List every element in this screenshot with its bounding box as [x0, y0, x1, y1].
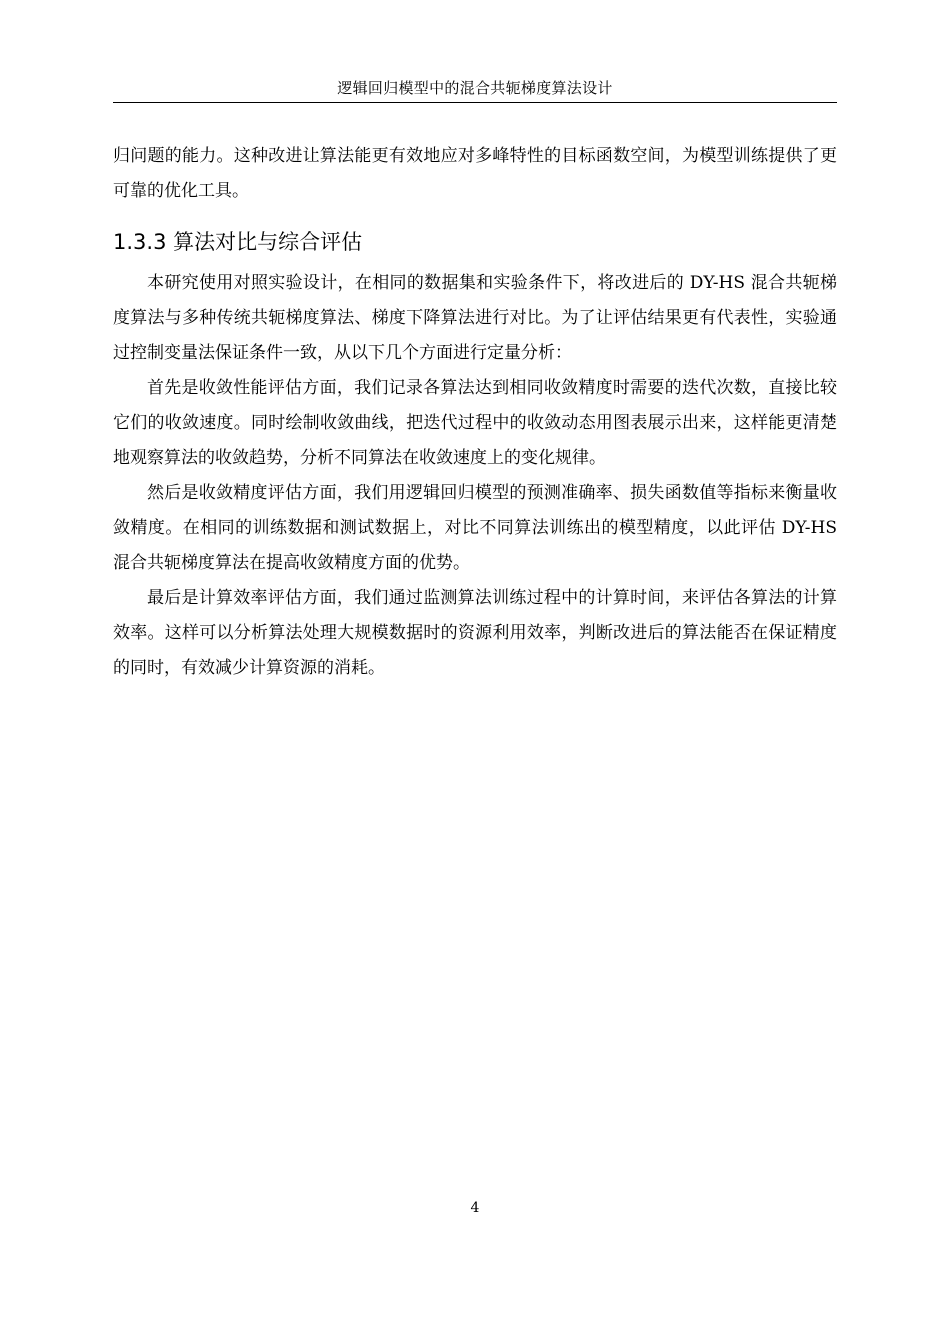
paragraph-experiment-design: 本研究使用对照实验设计，在相同的数据集和实验条件下，将改进后的 DY-HS 混合共轭梯度算法与多种传统共轭梯度算法、梯度下降算法进行对比。为了让评估结果更有代表性，实验通过控制变量法保证条件一致，从以下几个方面进行定量分析： — [113, 273, 837, 363]
header-rule — [113, 102, 837, 103]
page-number: 4 — [470, 1200, 480, 1216]
paragraph-convergence-performance: 首先是收敛性能评估方面，我们记录各算法达到相同收敛精度时需要的迭代次数，直接比较它们的收敛速度。同时绘制收敛曲线，把迭代过程中的收敛动态用图表展示出来，这样能更清楚地观察算法的收敛趋势，分析不同算法在收敛速度上的变化规律。 — [113, 378, 837, 468]
paragraph-computational-efficiency: 最后是计算效率评估方面，我们通过监测算法训练过程中的计算时间，来评估各算法的计算效率。这样可以分析算法处理大规模数据时的资源利用效率，判断改进后的算法能否在保证精度的同时，有效减少计算资源的消耗。 — [113, 588, 837, 678]
continued-paragraph: 归问题的能力。这种改进让算法能更有效地应对多峰特性的目标函数空间，为模型训练提供了更可靠的优化工具。 — [113, 146, 837, 201]
paragraph-convergence-accuracy: 然后是收敛精度评估方面，我们用逻辑回归模型的预测准确率、损失函数值等指标来衡量收敛精度。在相同的训练数据和测试数据上，对比不同算法训练出的模型精度，以此评估 DY-HS 混合共轭梯度算法在提高收敛精度方面的优势。 — [113, 483, 837, 573]
running-header-title: 逻辑回归模型中的混合共轭梯度算法设计 — [337, 79, 613, 97]
section-heading: 1.3.3 算法对比与综合评估 — [113, 230, 363, 254]
page-body — [113, 139, 837, 686]
